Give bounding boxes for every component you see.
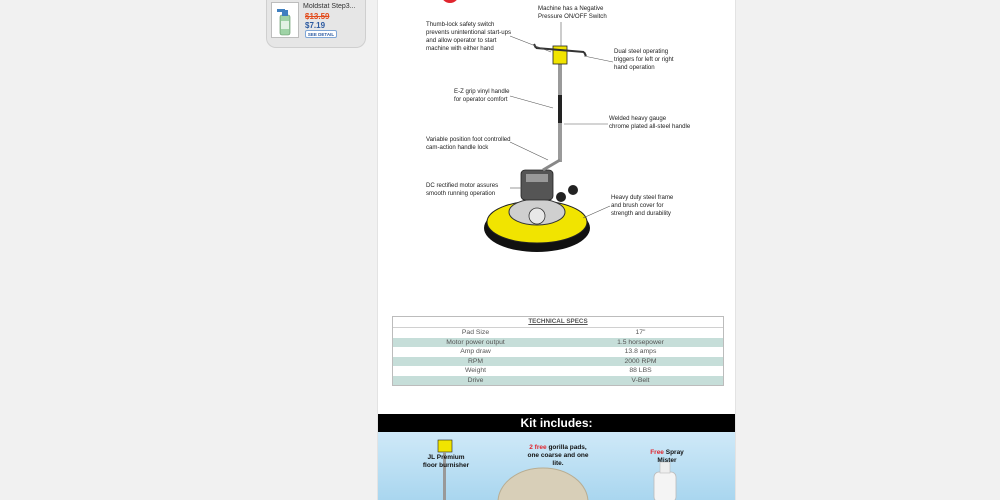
- main-content: [377, 0, 736, 500]
- product-title[interactable]: Moldstat Step3...: [303, 3, 356, 10]
- callout-switch-line2: Pressure ON/OFF Switch: [538, 13, 607, 20]
- kit-mister-free: Free: [650, 449, 664, 456]
- table-row: [393, 366, 723, 376]
- spray-bottle-icon: [275, 5, 295, 37]
- table-row: [393, 338, 723, 348]
- kit-mister-line1: Spray: [665, 449, 684, 456]
- spec-label: Drive: [467, 376, 484, 384]
- spec-value: 2000 RPM: [624, 357, 657, 365]
- kit-pads-line2: one coarse and one: [527, 452, 589, 459]
- callout-lock-line2: cam-action handle lock: [426, 144, 489, 151]
- burnisher-diagram: [378, 0, 735, 290]
- kit-burnisher-line2: floor burnisher: [422, 462, 470, 469]
- callout-handle-line1: Welded heavy gauge: [609, 115, 667, 122]
- callout-motor-line2: smooth running operation: [426, 190, 496, 197]
- old-price: $13.59: [305, 12, 330, 21]
- specs-title: TECHNICAL SPECS: [393, 317, 723, 328]
- technical-specs-table: [392, 316, 724, 386]
- spec-label: Motor power output: [446, 338, 505, 346]
- callout-handle-line2: chrome plated all-steel handle: [609, 123, 691, 130]
- spec-label: Weight: [464, 367, 487, 374]
- spec-label: RPM: [467, 357, 484, 365]
- product-thumbnail[interactable]: [271, 2, 299, 38]
- callout-thumb-line4: machine with either hand: [426, 45, 494, 52]
- callout-thumb-line2: prevents unintentional start-ups: [426, 29, 512, 36]
- callout-lock-line1: Variable position foot controlled: [426, 136, 511, 143]
- table-row: [393, 376, 723, 386]
- callout-thumb-line1: Thumb-lock safety switch: [426, 21, 495, 28]
- kit-pads-line1: gorilla pads,: [548, 444, 587, 451]
- spec-value: V-Belt: [631, 376, 650, 384]
- kit-mister-line2: Mister: [657, 457, 677, 464]
- callout-grip-line1: E-Z grip vinyl handle: [454, 88, 510, 95]
- sidebar-product-card[interactable]: [266, 0, 366, 48]
- kit-includes-panel: [378, 432, 735, 500]
- callout-switch-line1: Machine has a Negative: [538, 5, 604, 12]
- spec-value: 13.8 amps: [624, 348, 657, 355]
- kit-pads-line3: lite.: [552, 460, 564, 467]
- callout-frame-line3: strength and durability: [611, 210, 671, 217]
- kit-pads-free: 2 free: [529, 444, 547, 451]
- callout-triggers-line2: triggers for left or right: [614, 56, 674, 63]
- spec-value: 1.5 horsepower: [617, 338, 664, 346]
- table-row: [393, 347, 723, 357]
- spec-label: Amp draw: [460, 348, 491, 355]
- spec-value: 88 LBS: [629, 367, 652, 374]
- kit-includes-heading: Kit includes:: [378, 414, 735, 432]
- callout-motor-line1: DC rectified motor assures: [426, 182, 499, 189]
- callout-grip-line2: for operator comfort: [454, 96, 508, 103]
- callout-thumb-line3: and allow operator to start: [426, 37, 497, 44]
- spec-label: Pad Size: [461, 329, 490, 336]
- spec-value: 17": [635, 329, 646, 336]
- sale-price: $7.19: [305, 21, 326, 30]
- callout-frame-line2: and brush cover for: [611, 202, 664, 209]
- see-detail-button[interactable]: SEE DETAIL: [305, 30, 337, 38]
- callout-triggers-line1: Dual steel operating: [614, 48, 669, 55]
- kit-burnisher-line1: JL Premium: [427, 454, 465, 461]
- table-row: [393, 328, 723, 338]
- callout-frame-line1: Heavy duty steel frame: [611, 194, 674, 201]
- callout-triggers-line3: hand operation: [614, 64, 655, 71]
- table-row: [393, 357, 723, 367]
